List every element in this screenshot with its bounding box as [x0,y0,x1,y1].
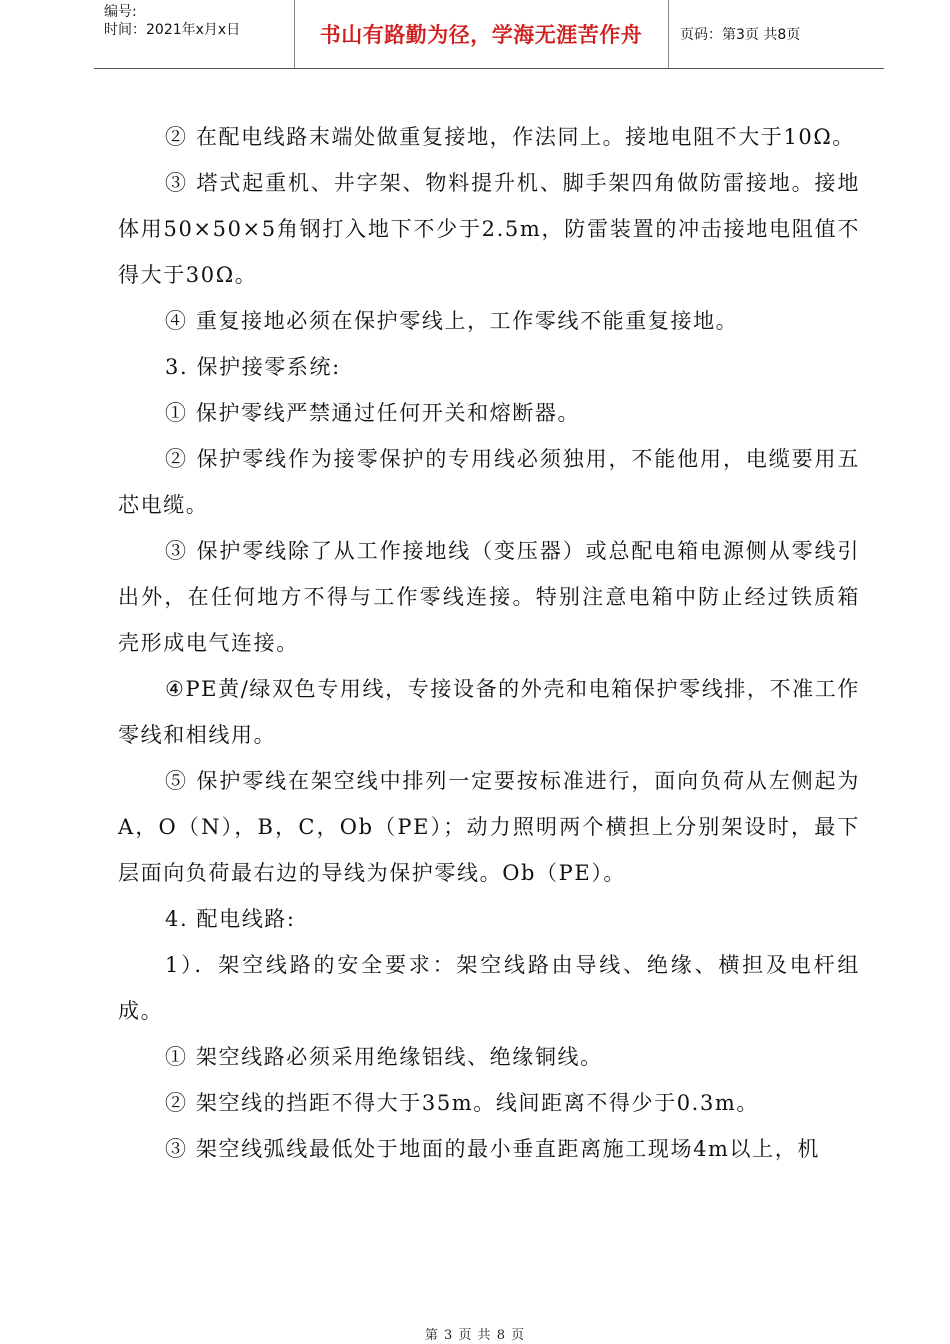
document-body [118,114,860,1172]
page-header [94,0,884,69]
header-page-info: 页码：第3页 共8页 [680,27,801,43]
header-motto: 书山有路勤为径，学海无涯苦作舟 [294,0,669,68]
paragraph: ③ 保护零线除了从工作接地线（变压器）或总配电箱电源侧从零线引出外，在任何地方不得与工作零线连接。特别注意电箱中防止经过铁质箱壳形成电气连接。 [118,539,860,655]
paragraph: ③ 塔式起重机、井字架、物料提升机、脚手架四角做防雷接地。接地体用50×50×5角钢打入地下不少于2.5m，防雷装置的冲击接地电阻值不得大于30Ω。 [118,171,860,287]
section-heading: 4. 配电线路: [165,907,296,931]
header-meta [94,0,295,68]
paragraph: ② 保护零线作为接零保护的专用线必须独用，不能他用，电缆要用五芯电缆。 [118,447,860,517]
paragraph: ④ 重复接地必须在保护零线上，工作零线不能重复接地。 [165,309,739,333]
document-time-label: 时间：2021年x月x日 [104,22,241,38]
page-footer: 第 3 页 共 8 页 [424,1328,526,1343]
paragraph: ② 架空线的挡距不得大于35m。线间距离不得少于0.3m。 [165,1091,760,1115]
paragraph: ② 在配电线路末端处做重复接地，作法同上。接地电阻不大于10Ω。 [165,125,856,149]
paragraph: ③ 架空线弧线最低处于地面的最小垂直距离施工现场4m以上，机 [165,1137,820,1161]
paragraph: ④PE黄/绿双色专用线，专接设备的外壳和电箱保护零线排，不准工作零线和相线用。 [118,677,860,747]
document-number-label: 编号: [104,4,137,20]
paragraph: ⑤ 保护零线在架空线中排列一定要按标准进行，面向负荷从左侧起为A，O（N），B，C，Ob（PE）；动力照明两个横担上分别架设时，最下层面向负荷最右边的导线为保护零线。Ob（PE）。 [118,769,860,885]
paragraph: ① 架空线路必须采用绝缘铝线、绝缘铜线。 [165,1045,603,1069]
section-heading: 3. 保护接零系统: [165,355,341,379]
paragraph: 1）．架空线路的安全要求：架空线路由导线、绝缘、横担及电杆组成。 [118,953,860,1023]
paragraph: ① 保护零线严禁通过任何开关和熔断器。 [165,401,581,425]
